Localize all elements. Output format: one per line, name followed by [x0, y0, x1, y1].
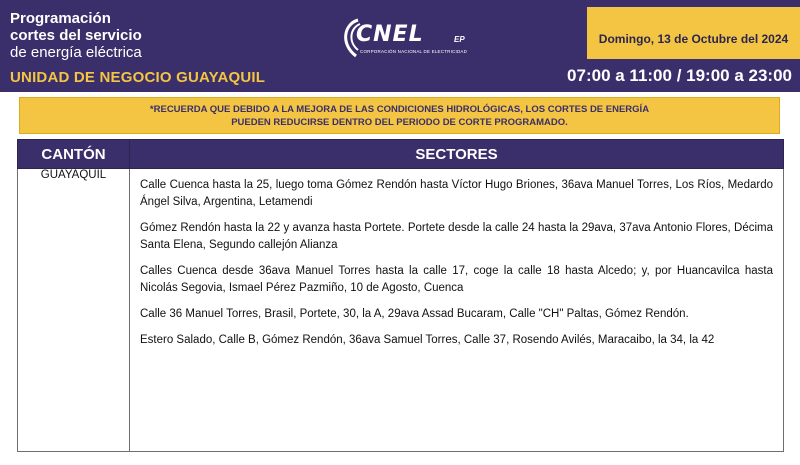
- page-title: [10, 10, 142, 61]
- sectors-cell: [130, 169, 784, 452]
- cnel-logo: [336, 14, 476, 64]
- header-sectores: SECTORES: [130, 140, 784, 169]
- header-canton: CANTÓN: [18, 140, 130, 169]
- notice-banner: [19, 97, 780, 134]
- title-line-1: Programación: [10, 10, 111, 27]
- business-unit: UNIDAD DE NEGOCIO GUAYAQUIL: [10, 69, 266, 86]
- schedule-table: [17, 139, 784, 452]
- title-line-3: de energía eléctrica: [10, 44, 142, 61]
- table-header-row: [18, 140, 784, 169]
- sector-item: Calles Cuenca desde 36ava Manuel Torres hasta la calle 17, coge la calle 18 hasta Alcedo; y, por Huancavilca hasta Nicolás Segovia, Ismael Pérez Pazmiño, 10 de Agosto, Cuenca: [140, 265, 773, 294]
- table-row: [18, 169, 784, 452]
- notice-text: *RECUERDA QUE DEBIDO A LA MEJORA DE LAS CONDICIONES HIDROLÓGICAS, LOS CORTES DE ENERGÍA PUEDEN REDUCIRSE DENTRO DEL PERIODO DE CORTE PROGRAMADO.: [149, 103, 650, 128]
- schedule-date: Domingo, 13 de Octubre del 2024: [598, 32, 789, 46]
- header-banner: [0, 0, 800, 92]
- outage-hours: 07:00 a 11:00 / 19:00 a 23:00: [567, 66, 792, 85]
- date-badge: [587, 7, 800, 59]
- logo-wordmark: CNEL: [356, 22, 424, 47]
- title-line-2: cortes del servicio: [10, 27, 142, 44]
- sector-item: Calle 36 Manuel Torres, Brasil, Portete, 30, la A, 29ava Assad Bucaram, Calle "CH" Paltas, Gómez Rendón.: [140, 308, 689, 320]
- logo-subtitle: CORPORACIÓN NACIONAL DE ELECTRICIDAD: [360, 49, 468, 54]
- sector-item: Estero Salado, Calle B, Gómez Rendón, 36ava Samuel Torres, Calle 37, Rosendo Avilés, Maracaibo, la 34, la 42: [140, 334, 715, 346]
- canton-cell: GUAYAQUIL: [18, 169, 130, 452]
- logo-suffix: EP: [454, 35, 465, 44]
- sector-item: Calle Cuenca hasta la 25, luego toma Gómez Rendón hasta Víctor Hugo Briones, 36ava Manuel Torres, Los Ríos, Medardo Ángel Silva, Argentina, Letamendi: [140, 179, 773, 208]
- sector-item: Gómez Rendón hasta la 22 y avanza hasta Portete. Portete desde la calle 24 hasta la 29ava, 37ava Antonio Flores, Décima Santa Elena, Segundo callejón Alianza: [140, 222, 773, 251]
